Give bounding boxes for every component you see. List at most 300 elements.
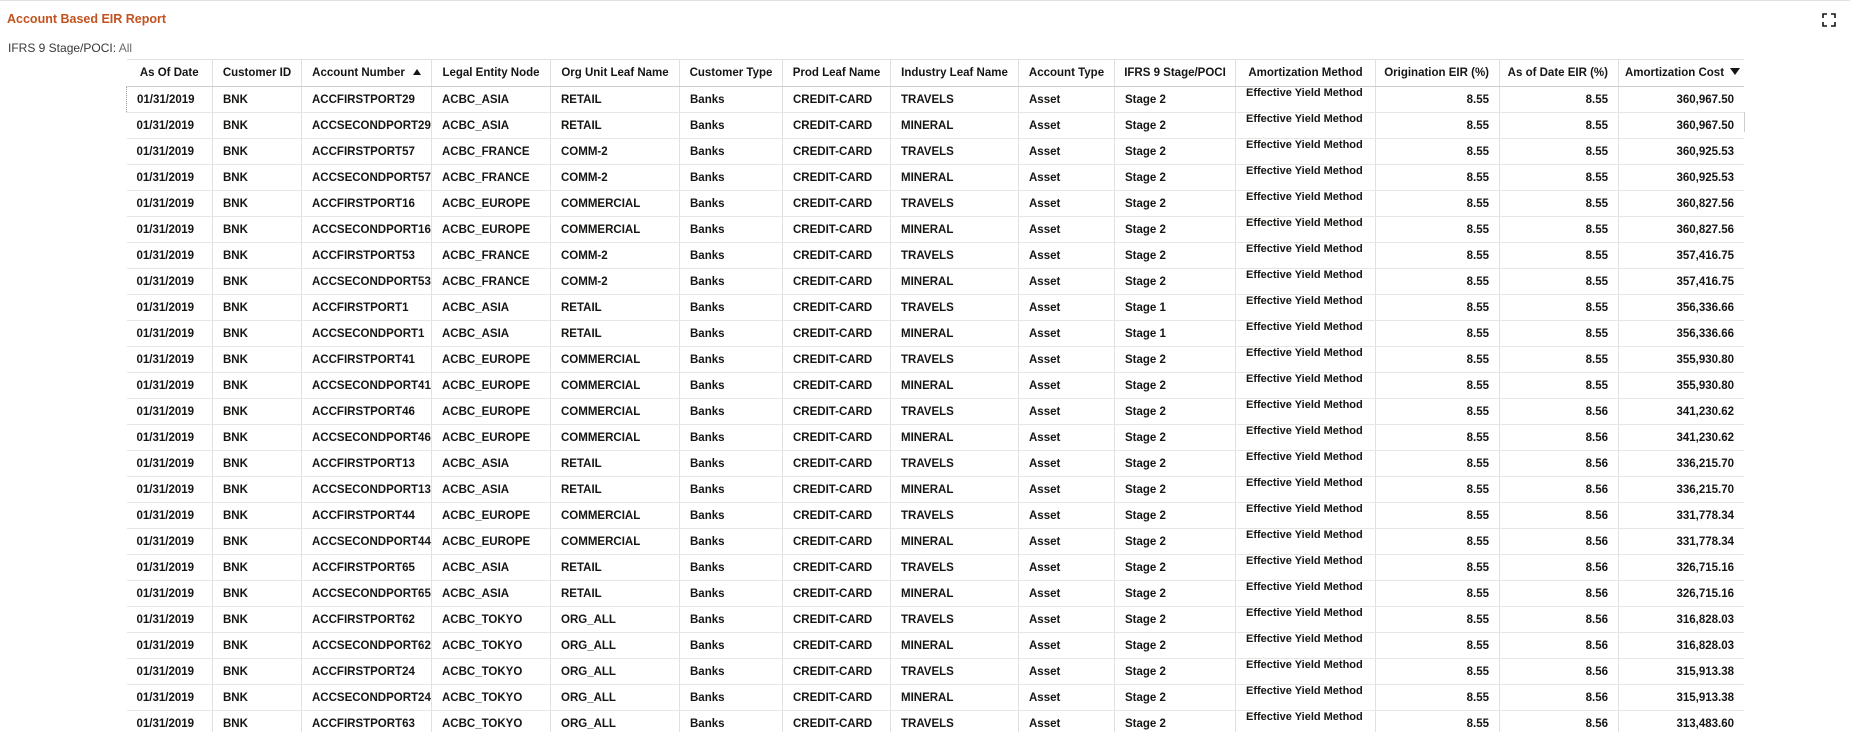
- table-cell: 01/31/2019: [127, 269, 213, 295]
- table-cell: CREDIT-CARD: [783, 581, 891, 607]
- table-cell: 8.56: [1500, 555, 1619, 581]
- table-cell: 8.55: [1376, 139, 1500, 165]
- table-cell: 8.56: [1500, 529, 1619, 555]
- table-cell: 357,416.75: [1619, 243, 1745, 269]
- table-row[interactable]: [127, 373, 1745, 399]
- table-cell: Stage 2: [1115, 113, 1236, 139]
- table-cell: ACCSECONDPORT16: [302, 217, 432, 243]
- table-cell: Asset: [1019, 217, 1115, 243]
- table-cell: BNK: [213, 581, 302, 607]
- table-body: [127, 87, 1745, 732]
- table-cell: BNK: [213, 503, 302, 529]
- table-cell: RETAIL: [551, 477, 680, 503]
- table-cell: 8.55: [1376, 321, 1500, 347]
- table-cell: BNK: [213, 711, 302, 732]
- cell-text: Effective Yield Method: [1246, 295, 1363, 307]
- table-cell: 8.55: [1500, 113, 1619, 139]
- table-cell: 8.56: [1500, 711, 1619, 732]
- filter-summary: [8, 41, 132, 55]
- top-divider: [0, 0, 1850, 1]
- table-cell: TRAVELS: [891, 399, 1019, 425]
- table-cell: 01/31/2019: [127, 87, 213, 113]
- table-cell: TRAVELS: [891, 503, 1019, 529]
- table-cell: ACCFIRSTPORT63: [302, 711, 432, 732]
- cell-text: Effective Yield Method: [1246, 347, 1363, 359]
- table-cell: MINERAL: [891, 633, 1019, 659]
- table-cell: Stage 2: [1115, 269, 1236, 295]
- column-header-label: Org Unit Leaf Name: [561, 67, 669, 79]
- table-cell: 01/31/2019: [127, 555, 213, 581]
- table-cell: Banks: [680, 295, 783, 321]
- table-cell: 8.56: [1500, 503, 1619, 529]
- column-header-label: Amortization Method: [1248, 67, 1363, 79]
- column-header-account-number[interactable]: [302, 60, 432, 87]
- table-cell: [1236, 477, 1376, 503]
- table-row[interactable]: [127, 633, 1745, 659]
- table-row[interactable]: [127, 139, 1745, 165]
- table-cell: MINERAL: [891, 477, 1019, 503]
- table-cell: 356,336.66: [1619, 295, 1745, 321]
- column-header-customer-type[interactable]: [680, 60, 783, 87]
- table-cell: BNK: [213, 555, 302, 581]
- table-cell: ACBC_FRANCE: [432, 165, 551, 191]
- table-cell: CREDIT-CARD: [783, 451, 891, 477]
- table-cell: 8.55: [1376, 581, 1500, 607]
- table-cell: 8.55: [1376, 373, 1500, 399]
- table-cell: 360,925.53: [1619, 165, 1745, 191]
- table-cell: ACCFIRSTPORT29: [302, 87, 432, 113]
- table-cell: CREDIT-CARD: [783, 425, 891, 451]
- table-cell: BNK: [213, 191, 302, 217]
- sort-ascending-icon[interactable]: [413, 69, 421, 75]
- table-cell: MINERAL: [891, 373, 1019, 399]
- table-cell: CREDIT-CARD: [783, 503, 891, 529]
- table-cell: Stage 2: [1115, 503, 1236, 529]
- column-header-prod-leaf-name[interactable]: [783, 60, 891, 87]
- filter-value: All: [118, 41, 133, 55]
- filter-label: IFRS 9 Stage/POCI:: [8, 41, 117, 55]
- column-header-label: Legal Entity Node: [442, 67, 540, 79]
- table-cell: ACBC_EUROPE: [432, 191, 551, 217]
- table-cell: 8.55: [1376, 191, 1500, 217]
- table-cell: BNK: [213, 659, 302, 685]
- report-title: Account Based EIR Report: [7, 12, 167, 26]
- column-header-label: Prod Leaf Name: [792, 67, 881, 79]
- table-cell: ACCFIRSTPORT16: [302, 191, 432, 217]
- table-cell: Asset: [1019, 191, 1115, 217]
- table-row[interactable]: [127, 555, 1745, 581]
- table-cell: [1236, 347, 1376, 373]
- table-cell: 8.55: [1376, 87, 1500, 113]
- table-cell: COMMERCIAL: [551, 503, 680, 529]
- table-cell: Banks: [680, 451, 783, 477]
- table-cell: ACBC_ASIA: [432, 321, 551, 347]
- table-cell: 01/31/2019: [127, 399, 213, 425]
- table-cell: ACBC_ASIA: [432, 113, 551, 139]
- table-cell: CREDIT-CARD: [783, 139, 891, 165]
- table-cell: Asset: [1019, 399, 1115, 425]
- table-cell: ACCFIRSTPORT62: [302, 607, 432, 633]
- table-cell: 8.55: [1376, 529, 1500, 555]
- table-row[interactable]: [127, 113, 1745, 139]
- table-cell: TRAVELS: [891, 87, 1019, 113]
- column-header-account-type[interactable]: [1019, 60, 1115, 87]
- table-cell: ACCFIRSTPORT1: [302, 295, 432, 321]
- maximize-icon[interactable]: [1822, 13, 1836, 27]
- table-row[interactable]: [127, 399, 1745, 425]
- table-cell: TRAVELS: [891, 191, 1019, 217]
- table-row[interactable]: [127, 581, 1745, 607]
- table-cell: [1236, 295, 1376, 321]
- table-cell: 316,828.03: [1619, 633, 1745, 659]
- column-header-customer-id[interactable]: [213, 60, 302, 87]
- table-cell: ACCFIRSTPORT65: [302, 555, 432, 581]
- table-cell: CREDIT-CARD: [783, 347, 891, 373]
- table-cell: 8.55: [1376, 425, 1500, 451]
- table-cell: 8.56: [1500, 581, 1619, 607]
- column-header-label: As of Date EIR (%): [1507, 67, 1608, 79]
- column-header-as-of-date-eir[interactable]: [1500, 60, 1619, 87]
- table-row[interactable]: [127, 711, 1745, 732]
- table-cell: MINERAL: [891, 113, 1019, 139]
- table-cell: 8.55: [1376, 685, 1500, 711]
- table-cell: ACBC_ASIA: [432, 295, 551, 321]
- table-row[interactable]: [127, 295, 1745, 321]
- table-cell: 01/31/2019: [127, 295, 213, 321]
- table-cell: ACCSECONDPORT29: [302, 113, 432, 139]
- cell-text: Effective Yield Method: [1246, 139, 1363, 151]
- table-cell: RETAIL: [551, 295, 680, 321]
- table-cell: COMMERCIAL: [551, 425, 680, 451]
- table-cell: COMM-2: [551, 243, 680, 269]
- table-row[interactable]: [127, 529, 1745, 555]
- table-header-row: [127, 60, 1745, 87]
- table-cell: 8.55: [1500, 347, 1619, 373]
- table-cell: 01/31/2019: [127, 373, 213, 399]
- table-cell: COMMERCIAL: [551, 347, 680, 373]
- table-cell: Stage 2: [1115, 529, 1236, 555]
- table-cell: Asset: [1019, 295, 1115, 321]
- cell-text: Effective Yield Method: [1246, 529, 1363, 541]
- table-cell: ORG_ALL: [551, 659, 680, 685]
- table-cell: BNK: [213, 633, 302, 659]
- table-cell: ACBC_ASIA: [432, 451, 551, 477]
- table-cell: [1236, 451, 1376, 477]
- table-cell: MINERAL: [891, 217, 1019, 243]
- table-cell: ACCFIRSTPORT13: [302, 451, 432, 477]
- report-table: [126, 59, 1744, 732]
- table-cell: Banks: [680, 191, 783, 217]
- table-cell: 8.55: [1500, 269, 1619, 295]
- column-header-legal-entity-node[interactable]: [432, 60, 551, 87]
- table-cell: 01/31/2019: [127, 321, 213, 347]
- table-row[interactable]: [127, 191, 1745, 217]
- table-cell: Banks: [680, 685, 783, 711]
- cell-text: Effective Yield Method: [1246, 373, 1363, 385]
- table-cell: CREDIT-CARD: [783, 399, 891, 425]
- table-cell: 8.55: [1376, 399, 1500, 425]
- table-cell: CREDIT-CARD: [783, 295, 891, 321]
- table-cell: Stage 2: [1115, 477, 1236, 503]
- table-cell: 8.56: [1500, 399, 1619, 425]
- table-cell: 8.55: [1376, 347, 1500, 373]
- table-cell: Banks: [680, 269, 783, 295]
- table-cell: ACCSECONDPORT65: [302, 581, 432, 607]
- table-cell: ACBC_EUROPE: [432, 217, 551, 243]
- table-row[interactable]: [127, 347, 1745, 373]
- table-cell: BNK: [213, 373, 302, 399]
- column-header-industry-leaf-name[interactable]: [891, 60, 1019, 87]
- table-cell: ACBC_FRANCE: [432, 139, 551, 165]
- column-header-amortization-cost[interactable]: [1619, 60, 1745, 87]
- table-cell: ACCSECONDPORT24: [302, 685, 432, 711]
- table-cell: ACBC_EUROPE: [432, 399, 551, 425]
- table-row[interactable]: [127, 451, 1745, 477]
- table-cell: [1236, 113, 1376, 139]
- table-cell: Stage 2: [1115, 425, 1236, 451]
- table-cell: CREDIT-CARD: [783, 191, 891, 217]
- table-cell: [1236, 633, 1376, 659]
- table-cell: 8.55: [1500, 139, 1619, 165]
- table-cell: ACBC_ASIA: [432, 555, 551, 581]
- table-cell: Asset: [1019, 581, 1115, 607]
- table-cell: Asset: [1019, 373, 1115, 399]
- table-cell: Asset: [1019, 685, 1115, 711]
- table-cell: ACCFIRSTPORT24: [302, 659, 432, 685]
- table-cell: Stage 2: [1115, 685, 1236, 711]
- table-cell: CREDIT-CARD: [783, 373, 891, 399]
- table-cell: [1236, 87, 1376, 113]
- cell-text: Effective Yield Method: [1246, 321, 1363, 333]
- column-header-label: Customer Type: [689, 67, 773, 79]
- table-cell: BNK: [213, 295, 302, 321]
- table-row[interactable]: [127, 503, 1745, 529]
- cell-text: Effective Yield Method: [1246, 451, 1363, 463]
- table-cell: Stage 2: [1115, 607, 1236, 633]
- table-row[interactable]: [127, 217, 1745, 243]
- table-cell: 01/31/2019: [127, 581, 213, 607]
- table-cell: TRAVELS: [891, 607, 1019, 633]
- table-cell: CREDIT-CARD: [783, 321, 891, 347]
- table-cell: 360,967.50: [1619, 87, 1745, 113]
- table-cell: BNK: [213, 477, 302, 503]
- table-row[interactable]: [127, 165, 1745, 191]
- table-cell: ACCSECONDPORT46: [302, 425, 432, 451]
- table-cell: CREDIT-CARD: [783, 633, 891, 659]
- table-cell: BNK: [213, 685, 302, 711]
- table-row[interactable]: [127, 477, 1745, 503]
- table-cell: TRAVELS: [891, 711, 1019, 732]
- table-cell: [1236, 503, 1376, 529]
- table-cell: ACCFIRSTPORT53: [302, 243, 432, 269]
- table-cell: Banks: [680, 243, 783, 269]
- table-cell: Asset: [1019, 165, 1115, 191]
- table-cell: 8.55: [1500, 295, 1619, 321]
- table-cell: Banks: [680, 373, 783, 399]
- table-cell: TRAVELS: [891, 451, 1019, 477]
- table-cell: CREDIT-CARD: [783, 477, 891, 503]
- table-cell: ACBC_TOKYO: [432, 711, 551, 732]
- table-cell: 313,483.60: [1619, 711, 1745, 732]
- table-cell: MINERAL: [891, 581, 1019, 607]
- table-cell: COMM-2: [551, 139, 680, 165]
- table-cell: 8.56: [1500, 451, 1619, 477]
- table-cell: [1236, 425, 1376, 451]
- table-cell: Asset: [1019, 87, 1115, 113]
- table-cell: [1236, 139, 1376, 165]
- table-cell: 8.55: [1376, 477, 1500, 503]
- table-cell: 01/31/2019: [127, 477, 213, 503]
- table-cell: COMMERCIAL: [551, 191, 680, 217]
- table-cell: BNK: [213, 399, 302, 425]
- table-cell: ACCSECONDPORT41: [302, 373, 432, 399]
- table-cell: MINERAL: [891, 529, 1019, 555]
- table-cell: CREDIT-CARD: [783, 165, 891, 191]
- table-cell: [1236, 685, 1376, 711]
- table-cell: Asset: [1019, 269, 1115, 295]
- table-cell: ACBC_ASIA: [432, 477, 551, 503]
- table-cell: ACCSECONDPORT62: [302, 633, 432, 659]
- table-cell: Asset: [1019, 347, 1115, 373]
- table-cell: RETAIL: [551, 581, 680, 607]
- table-cell: [1236, 555, 1376, 581]
- table-cell: 8.55: [1376, 503, 1500, 529]
- table-cell: 326,715.16: [1619, 581, 1745, 607]
- table-cell: 01/31/2019: [127, 503, 213, 529]
- table-cell: Asset: [1019, 659, 1115, 685]
- table-cell: [1236, 191, 1376, 217]
- table-cell: BNK: [213, 425, 302, 451]
- table-cell: 01/31/2019: [127, 347, 213, 373]
- table-cell: 01/31/2019: [127, 165, 213, 191]
- table-row[interactable]: [127, 269, 1745, 295]
- table-row[interactable]: [127, 243, 1745, 269]
- table-cell: BNK: [213, 269, 302, 295]
- table-cell: ACBC_EUROPE: [432, 529, 551, 555]
- column-header-label: Industry Leaf Name: [901, 67, 1008, 79]
- table-cell: 315,913.38: [1619, 659, 1745, 685]
- cell-text: Effective Yield Method: [1246, 191, 1363, 203]
- table-cell: ACBC_FRANCE: [432, 269, 551, 295]
- table-cell: 01/31/2019: [127, 451, 213, 477]
- table-cell: 8.56: [1500, 685, 1619, 711]
- table-cell: BNK: [213, 217, 302, 243]
- table-row[interactable]: [127, 321, 1745, 347]
- table-cell: Stage 2: [1115, 165, 1236, 191]
- table-cell: BNK: [213, 165, 302, 191]
- table-cell: ACBC_EUROPE: [432, 503, 551, 529]
- table-cell: MINERAL: [891, 685, 1019, 711]
- table-cell: 01/31/2019: [127, 217, 213, 243]
- table-cell: CREDIT-CARD: [783, 217, 891, 243]
- cell-text: Effective Yield Method: [1246, 685, 1363, 697]
- column-header-label: Customer ID: [222, 67, 292, 79]
- table-cell: 316,828.03: [1619, 607, 1745, 633]
- table-cell: ACCSECONDPORT13: [302, 477, 432, 503]
- table-cell: 8.55: [1500, 191, 1619, 217]
- table-cell: RETAIL: [551, 555, 680, 581]
- column-header-ifrs-9-stage-poci[interactable]: [1115, 60, 1236, 87]
- table-cell: 8.55: [1376, 451, 1500, 477]
- table-cell: 01/31/2019: [127, 711, 213, 732]
- table-cell: ACBC_ASIA: [432, 581, 551, 607]
- table-cell: MINERAL: [891, 425, 1019, 451]
- table-cell: Stage 2: [1115, 711, 1236, 732]
- table-cell: ACBC_EUROPE: [432, 347, 551, 373]
- table-cell: Banks: [680, 659, 783, 685]
- table-cell: Asset: [1019, 555, 1115, 581]
- table-cell: ACCFIRSTPORT41: [302, 347, 432, 373]
- table-cell: 8.55: [1376, 633, 1500, 659]
- table-row[interactable]: [127, 685, 1745, 711]
- table-cell: [1236, 659, 1376, 685]
- table-cell: Stage 2: [1115, 399, 1236, 425]
- table-cell: Banks: [680, 477, 783, 503]
- column-header-origination-eir[interactable]: [1376, 60, 1500, 87]
- table-cell: 360,827.56: [1619, 191, 1745, 217]
- table-cell: 8.55: [1500, 217, 1619, 243]
- column-header-label: Origination EIR (%): [1384, 67, 1489, 79]
- table-row[interactable]: [127, 659, 1745, 685]
- table-cell: BNK: [213, 113, 302, 139]
- table-cell: Stage 2: [1115, 373, 1236, 399]
- table-row[interactable]: [127, 425, 1745, 451]
- table-cell: [1236, 243, 1376, 269]
- table-cell: MINERAL: [891, 269, 1019, 295]
- table-cell: ACBC_TOKYO: [432, 633, 551, 659]
- column-header-org-unit-leaf-name[interactable]: [551, 60, 680, 87]
- table-cell: 8.55: [1376, 165, 1500, 191]
- table-cell: CREDIT-CARD: [783, 555, 891, 581]
- table-cell: 8.55: [1500, 373, 1619, 399]
- column-header-as-of-date[interactable]: [127, 60, 213, 87]
- table-cell: Asset: [1019, 243, 1115, 269]
- table-cell: Banks: [680, 711, 783, 732]
- table-cell: Stage 2: [1115, 581, 1236, 607]
- table-cell: TRAVELS: [891, 139, 1019, 165]
- table-cell: ACCSECONDPORT57: [302, 165, 432, 191]
- table-cell: 01/31/2019: [127, 685, 213, 711]
- table-row[interactable]: [127, 607, 1745, 633]
- table-cell: [1236, 581, 1376, 607]
- cell-text: Effective Yield Method: [1246, 87, 1363, 99]
- table-cell: CREDIT-CARD: [783, 87, 891, 113]
- table-cell: [1236, 373, 1376, 399]
- table-cell: RETAIL: [551, 113, 680, 139]
- table-cell: Banks: [680, 607, 783, 633]
- table-cell: Asset: [1019, 425, 1115, 451]
- table-cell: Banks: [680, 503, 783, 529]
- table-cell: Banks: [680, 321, 783, 347]
- table-cell: [1236, 321, 1376, 347]
- column-header-amortization-method[interactable]: [1236, 60, 1376, 87]
- report-table-container[interactable]: [126, 59, 1744, 732]
- table-row[interactable]: [127, 87, 1745, 113]
- table-cell: ACBC_ASIA: [432, 87, 551, 113]
- table-cell: COMMERCIAL: [551, 217, 680, 243]
- table-cell: ACCFIRSTPORT44: [302, 503, 432, 529]
- table-cell: [1236, 165, 1376, 191]
- table-cell: 8.56: [1500, 425, 1619, 451]
- sort-descending-icon[interactable]: [1730, 68, 1740, 75]
- table-cell: ACBC_TOKYO: [432, 607, 551, 633]
- table-cell: 356,336.66: [1619, 321, 1745, 347]
- table-cell: ORG_ALL: [551, 633, 680, 659]
- table-cell: 8.55: [1376, 711, 1500, 732]
- table-cell: BNK: [213, 347, 302, 373]
- table-cell: BNK: [213, 243, 302, 269]
- table-cell: Stage 1: [1115, 295, 1236, 321]
